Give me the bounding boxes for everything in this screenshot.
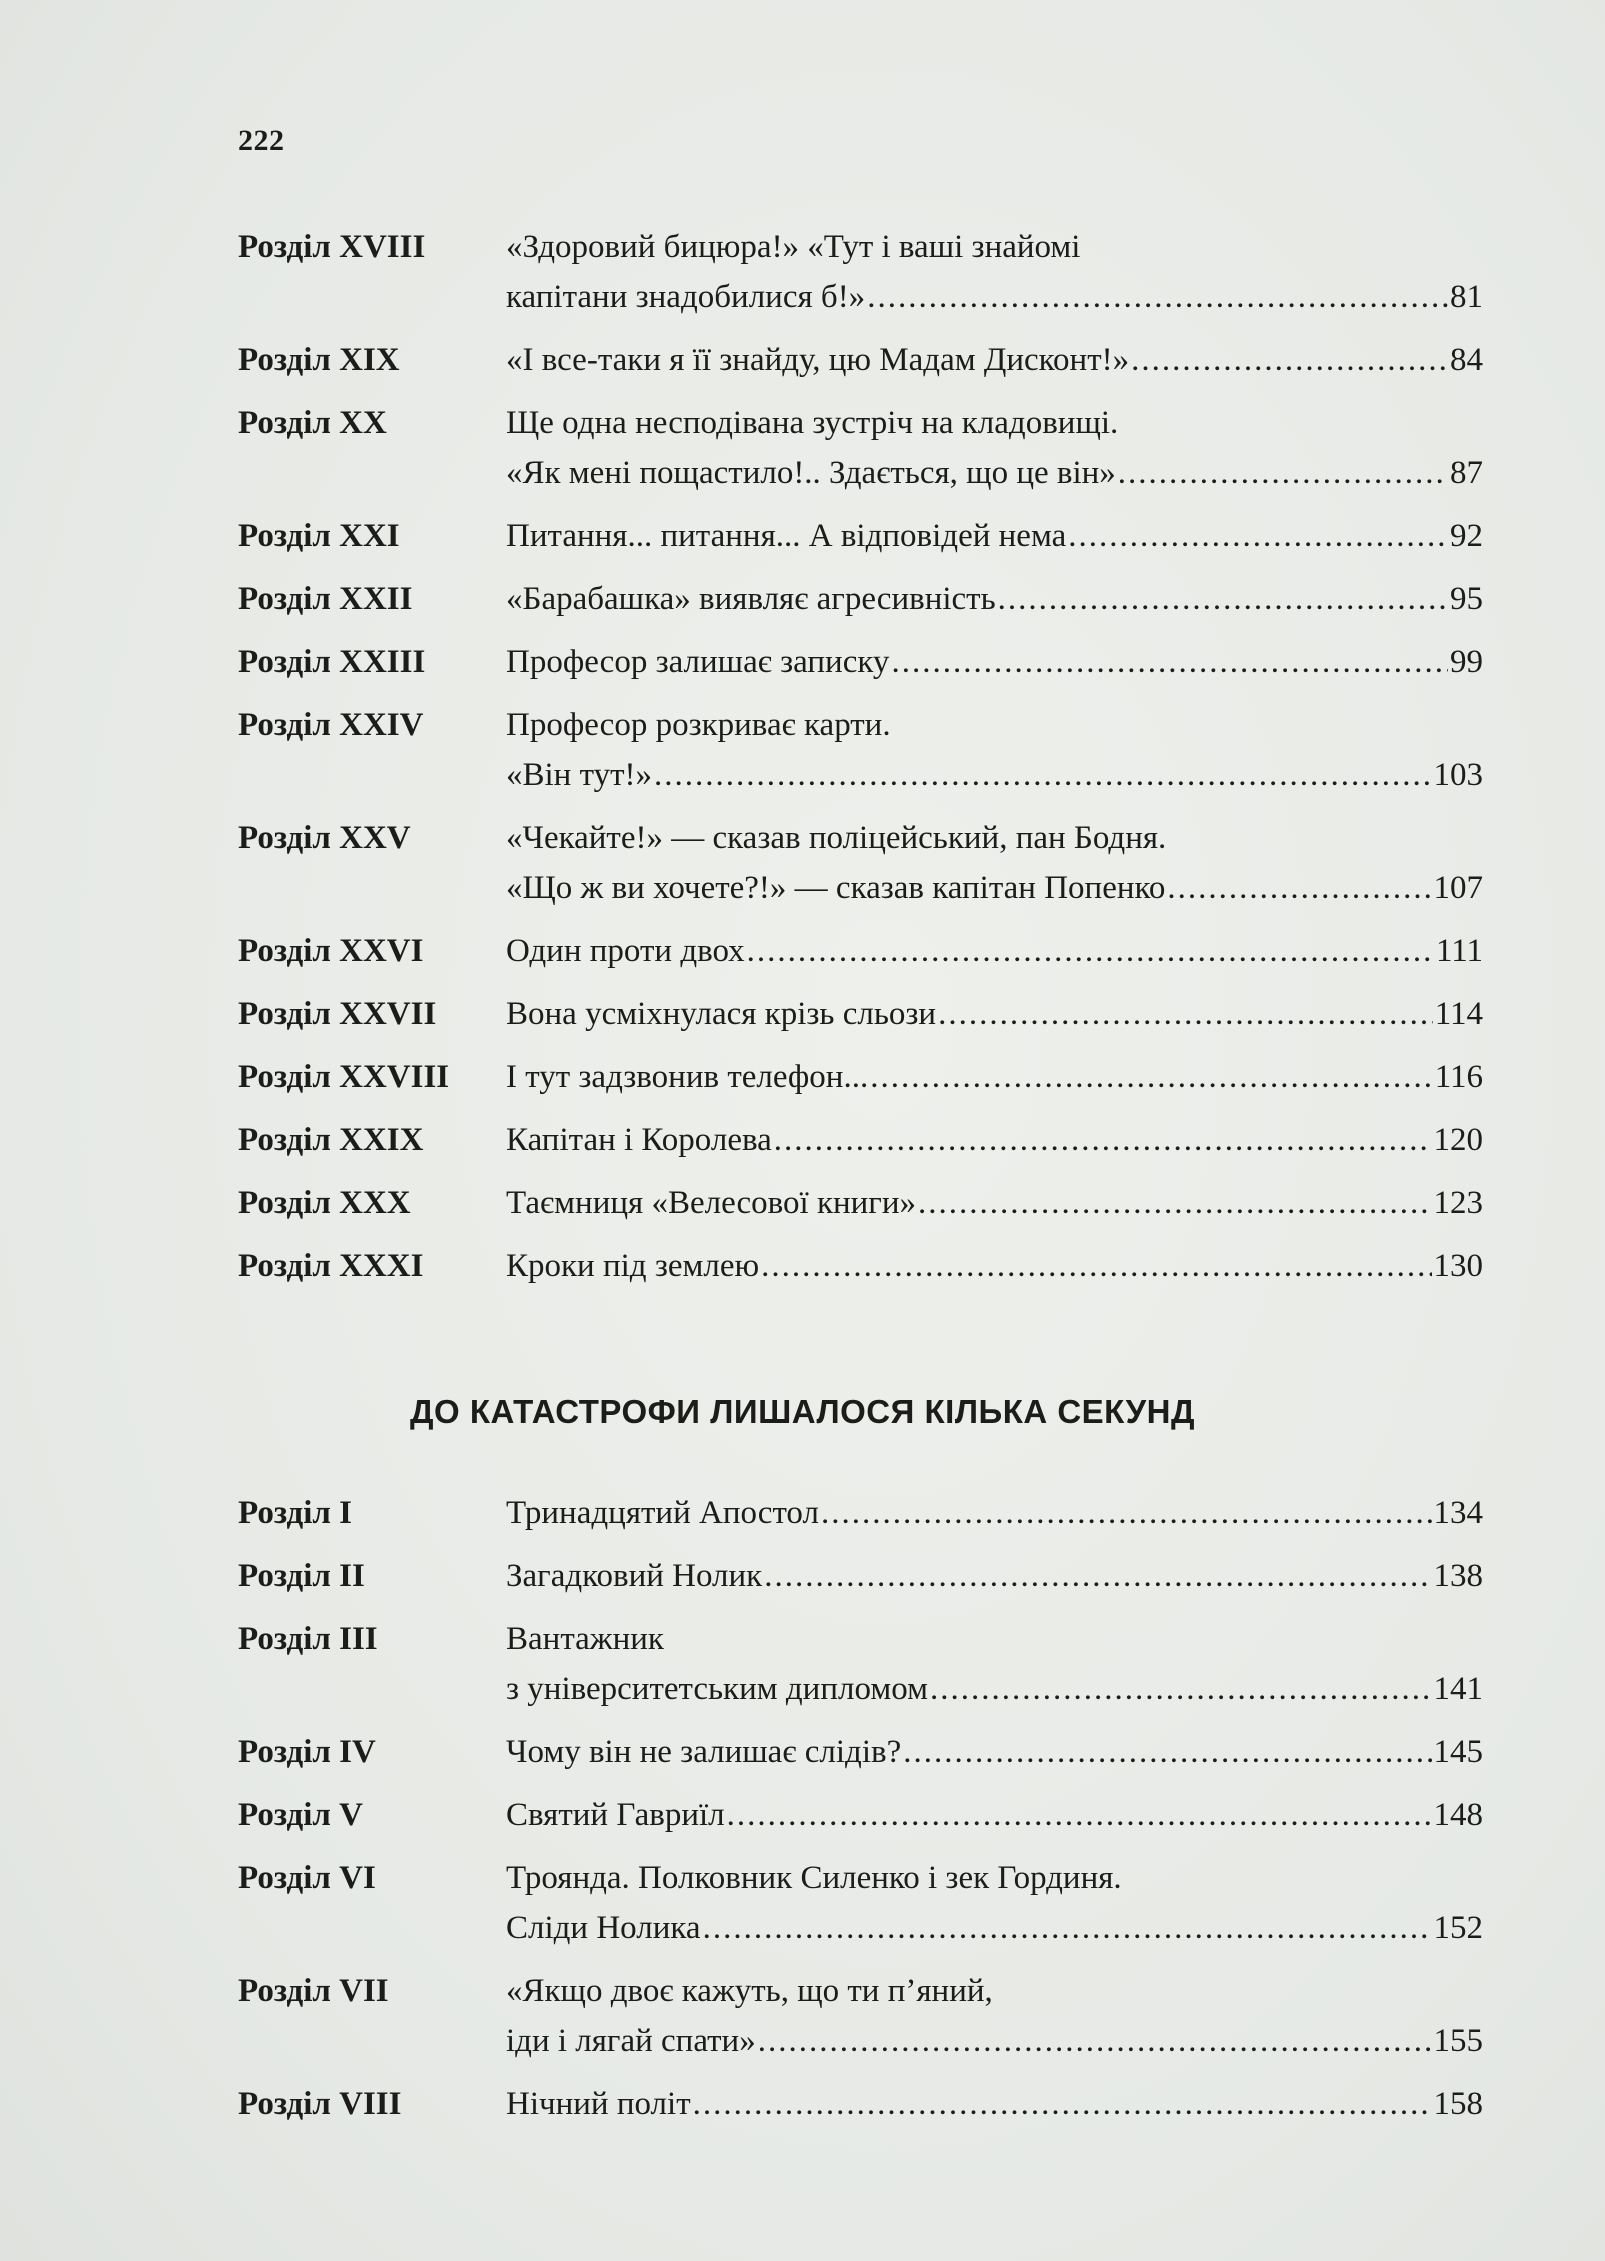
title-last-line — [506, 1551, 1483, 1601]
chapter-label: Розділ XXX — [238, 1185, 411, 1221]
title-last-line — [506, 2016, 1483, 2066]
chapter-label: Розділ ІІ — [238, 1558, 365, 1594]
title-last-line — [506, 637, 1483, 687]
toc-entry — [238, 398, 1483, 498]
dot-leader — [1118, 448, 1448, 488]
title-line: з університетським дипломом — [506, 1671, 928, 1707]
entry-title — [506, 574, 1483, 624]
title-line: «Барабашка» виявляє агресивність — [506, 581, 996, 617]
page-ref: 87 — [1450, 455, 1483, 491]
page-ref: 120 — [1433, 1122, 1483, 1158]
dot-leader — [1167, 863, 1431, 903]
entry-title — [506, 511, 1483, 561]
page-ref: 95 — [1450, 581, 1483, 617]
title-line: Капітан і Королева — [506, 1122, 772, 1158]
title-last-line — [506, 1488, 1483, 1538]
title-last-line — [506, 1903, 1483, 1953]
chapter-label: Розділ XXIII — [238, 644, 426, 680]
title-last-line — [506, 1115, 1483, 1165]
title-line: Загадковий Нолик — [506, 1558, 763, 1594]
title-line: капітани знадобилися б!» — [506, 279, 866, 315]
title-line: Тринадцятий Апостол — [506, 1495, 819, 1531]
toc-entry — [238, 1966, 1483, 2066]
toc-entry — [238, 989, 1483, 1039]
title-line: «Він тут!» — [506, 757, 652, 793]
page-ref: 84 — [1450, 342, 1483, 378]
title-last-line — [506, 1664, 1483, 1714]
page-ref: 148 — [1433, 1797, 1483, 1833]
title-last-line — [506, 335, 1483, 385]
dot-leader — [654, 750, 1432, 790]
chapter-label: Розділ XXVII — [238, 996, 437, 1032]
page-ref: 158 — [1433, 2086, 1483, 2122]
page-ref: 130 — [1433, 1248, 1483, 1284]
title-line: «Як мені пощастило!.. Здається, що це він» — [506, 455, 1116, 491]
title-line: Кроки під землею — [506, 1248, 760, 1284]
page-ref: 152 — [1433, 1910, 1483, 1946]
chapter-label: Розділ XXII — [238, 581, 413, 617]
chapter-label: Розділ XX — [238, 405, 387, 441]
title-last-line — [506, 2079, 1483, 2129]
title-line: І тут задзвонив телефон... — [506, 1059, 869, 1095]
toc-part-1 — [238, 222, 1483, 1304]
toc-entry — [238, 700, 1483, 800]
toc-entry — [238, 1178, 1483, 1228]
dot-leader — [998, 574, 1448, 614]
entry-title — [506, 926, 1483, 976]
title-last-line — [506, 1790, 1483, 1840]
entry-title — [506, 1551, 1483, 1601]
title-last-line — [506, 1178, 1483, 1228]
title-line: Один проти двох — [506, 933, 745, 969]
title-line: Святий Гавриїл — [506, 1797, 725, 1833]
title-line: Професор розкриває карти. — [506, 707, 891, 743]
title-last-line — [506, 511, 1483, 561]
chapter-label: Розділ ІІІ — [238, 1621, 378, 1657]
chapter-label: Розділ XXV — [238, 820, 411, 856]
chapter-label: Розділ VI — [238, 1860, 376, 1896]
toc-entry — [238, 1241, 1483, 1291]
page-ref: 155 — [1433, 2023, 1483, 2059]
entry-title — [506, 700, 1483, 800]
chapter-label: Розділ XXVI — [238, 933, 424, 969]
title-line: «Чекайте!» — сказав поліцейський, пан Бодня. — [506, 820, 1167, 856]
entry-title — [506, 1966, 1483, 2066]
page-ref: 107 — [1433, 870, 1483, 906]
title-line: «Здоровий бицюра!» «Тут і ваші знайомі — [506, 229, 1081, 265]
title-last-line — [506, 574, 1483, 624]
title-last-line — [506, 750, 1483, 800]
page-ref: 114 — [1434, 996, 1483, 1032]
page-ref: 111 — [1435, 933, 1483, 969]
entry-title — [506, 1241, 1483, 1291]
dot-leader — [891, 637, 1448, 677]
toc-entry — [238, 1727, 1483, 1777]
dot-leader — [774, 1115, 1432, 1155]
toc-entry — [238, 926, 1483, 976]
entry-title — [506, 1115, 1483, 1165]
toc-entry — [238, 511, 1483, 561]
page-ref: 145 — [1433, 1734, 1483, 1770]
dot-leader — [1131, 335, 1448, 375]
toc-entry — [238, 1488, 1483, 1538]
entry-title — [506, 1488, 1483, 1538]
page-ref: 141 — [1433, 1671, 1483, 1707]
title-line: Питання... питання... А відповідей нема — [506, 518, 1067, 554]
title-line: Сліди Нолика — [506, 1910, 701, 1946]
entry-title — [506, 335, 1483, 385]
entry-title — [506, 2079, 1483, 2129]
page-ref: 99 — [1450, 644, 1483, 680]
dot-leader — [727, 1790, 1432, 1830]
title-line: Ще одна несподівана зустріч на кладовищі. — [506, 405, 1119, 441]
dot-leader — [764, 1551, 1431, 1591]
page-ref: 92 — [1450, 518, 1483, 554]
toc-entry — [238, 1853, 1483, 1953]
page-number: 222 — [238, 124, 285, 157]
chapter-label: Розділ XVIII — [238, 229, 426, 265]
page-ref: 123 — [1433, 1185, 1483, 1221]
toc-entry — [238, 1614, 1483, 1714]
entry-title — [506, 1178, 1483, 1228]
entry-title — [506, 637, 1483, 687]
entry-title — [506, 1727, 1483, 1777]
toc-part-2 — [238, 1488, 1483, 2142]
page-ref: 103 — [1433, 757, 1483, 793]
title-last-line — [506, 272, 1483, 322]
entry-title — [506, 1853, 1483, 1953]
toc-entry — [238, 222, 1483, 322]
title-line: «Що ж ви хочете?!» — сказав капітан Попенко — [506, 870, 1166, 906]
dot-leader — [870, 1052, 1433, 1092]
toc-entry — [238, 637, 1483, 687]
dot-leader — [821, 1488, 1432, 1528]
entry-title — [506, 398, 1483, 498]
dot-leader — [761, 1241, 1431, 1281]
chapter-label: Розділ XXIX — [238, 1122, 424, 1158]
title-last-line — [506, 989, 1483, 1039]
section-heading: ДО КАТАСТРОФИ ЛИШАЛОСЯ КІЛЬКА СЕКУНД — [409, 1393, 1196, 1430]
chapter-label: Розділ XXVIII — [238, 1059, 450, 1095]
chapter-label: Розділ XXXI — [238, 1248, 424, 1284]
title-line: іди і лягай спати» — [506, 2023, 756, 2059]
title-line: Чому він не залишає слідів? — [506, 1734, 902, 1770]
chapter-label: Розділ V — [238, 1797, 363, 1833]
title-last-line — [506, 1241, 1483, 1291]
title-line: Троянда. Полковник Силенко і зек Гординя. — [506, 1860, 1122, 1896]
title-line: Вантажник — [506, 1621, 664, 1657]
chapter-label: Розділ XXI — [238, 518, 400, 554]
dot-leader — [1068, 511, 1448, 551]
title-line: «І все-таки я її знайду, цю Мадам Дисконт!» — [506, 342, 1130, 378]
chapter-label: Розділ VII — [238, 1973, 389, 2009]
title-last-line — [506, 926, 1483, 976]
page-ref: 138 — [1433, 1558, 1483, 1594]
title-line: Таємниця «Велесової книги» — [506, 1185, 917, 1221]
toc-entry — [238, 574, 1483, 624]
title-last-line — [506, 863, 1483, 913]
toc-entry — [238, 2079, 1483, 2129]
title-last-line — [506, 1727, 1483, 1777]
chapter-label: Розділ XIX — [238, 342, 400, 378]
entry-title — [506, 222, 1483, 322]
entry-title — [506, 1614, 1483, 1714]
toc-entry — [238, 1790, 1483, 1840]
dot-leader — [867, 272, 1448, 312]
page-ref: 81 — [1450, 279, 1483, 315]
dot-leader — [693, 2079, 1432, 2119]
title-line: «Якщо двоє кажуть, що ти п’яний, — [506, 1973, 993, 2009]
title-line: Професор залишає записку — [506, 644, 890, 680]
chapter-label: Розділ XXIV — [238, 707, 424, 743]
entry-title — [506, 813, 1483, 913]
chapter-label: Розділ VIII — [238, 2086, 402, 2122]
title-last-line — [506, 448, 1483, 498]
chapter-label: Розділ IV — [238, 1734, 376, 1770]
dot-leader — [938, 989, 1433, 1029]
dot-leader — [918, 1178, 1431, 1218]
title-last-line — [506, 1052, 1483, 1102]
title-line: Нічний політ — [506, 2086, 691, 2122]
toc-entry — [238, 1115, 1483, 1165]
dot-leader — [903, 1727, 1431, 1767]
dot-leader — [930, 1664, 1432, 1704]
page-ref: 116 — [1434, 1059, 1483, 1095]
toc-entry — [238, 1052, 1483, 1102]
entry-title — [506, 989, 1483, 1039]
toc-entry — [238, 813, 1483, 913]
entry-title — [506, 1790, 1483, 1840]
chapter-label: Розділ І — [238, 1495, 352, 1531]
dot-leader — [703, 1903, 1432, 1943]
dot-leader — [747, 926, 1434, 966]
dot-leader — [758, 2016, 1432, 2056]
page-ref: 134 — [1433, 1495, 1483, 1531]
entry-title — [506, 1052, 1483, 1102]
toc-entry — [238, 1551, 1483, 1601]
title-line: Вона усміхнулася крізь сльози — [506, 996, 937, 1032]
toc-entry — [238, 335, 1483, 385]
